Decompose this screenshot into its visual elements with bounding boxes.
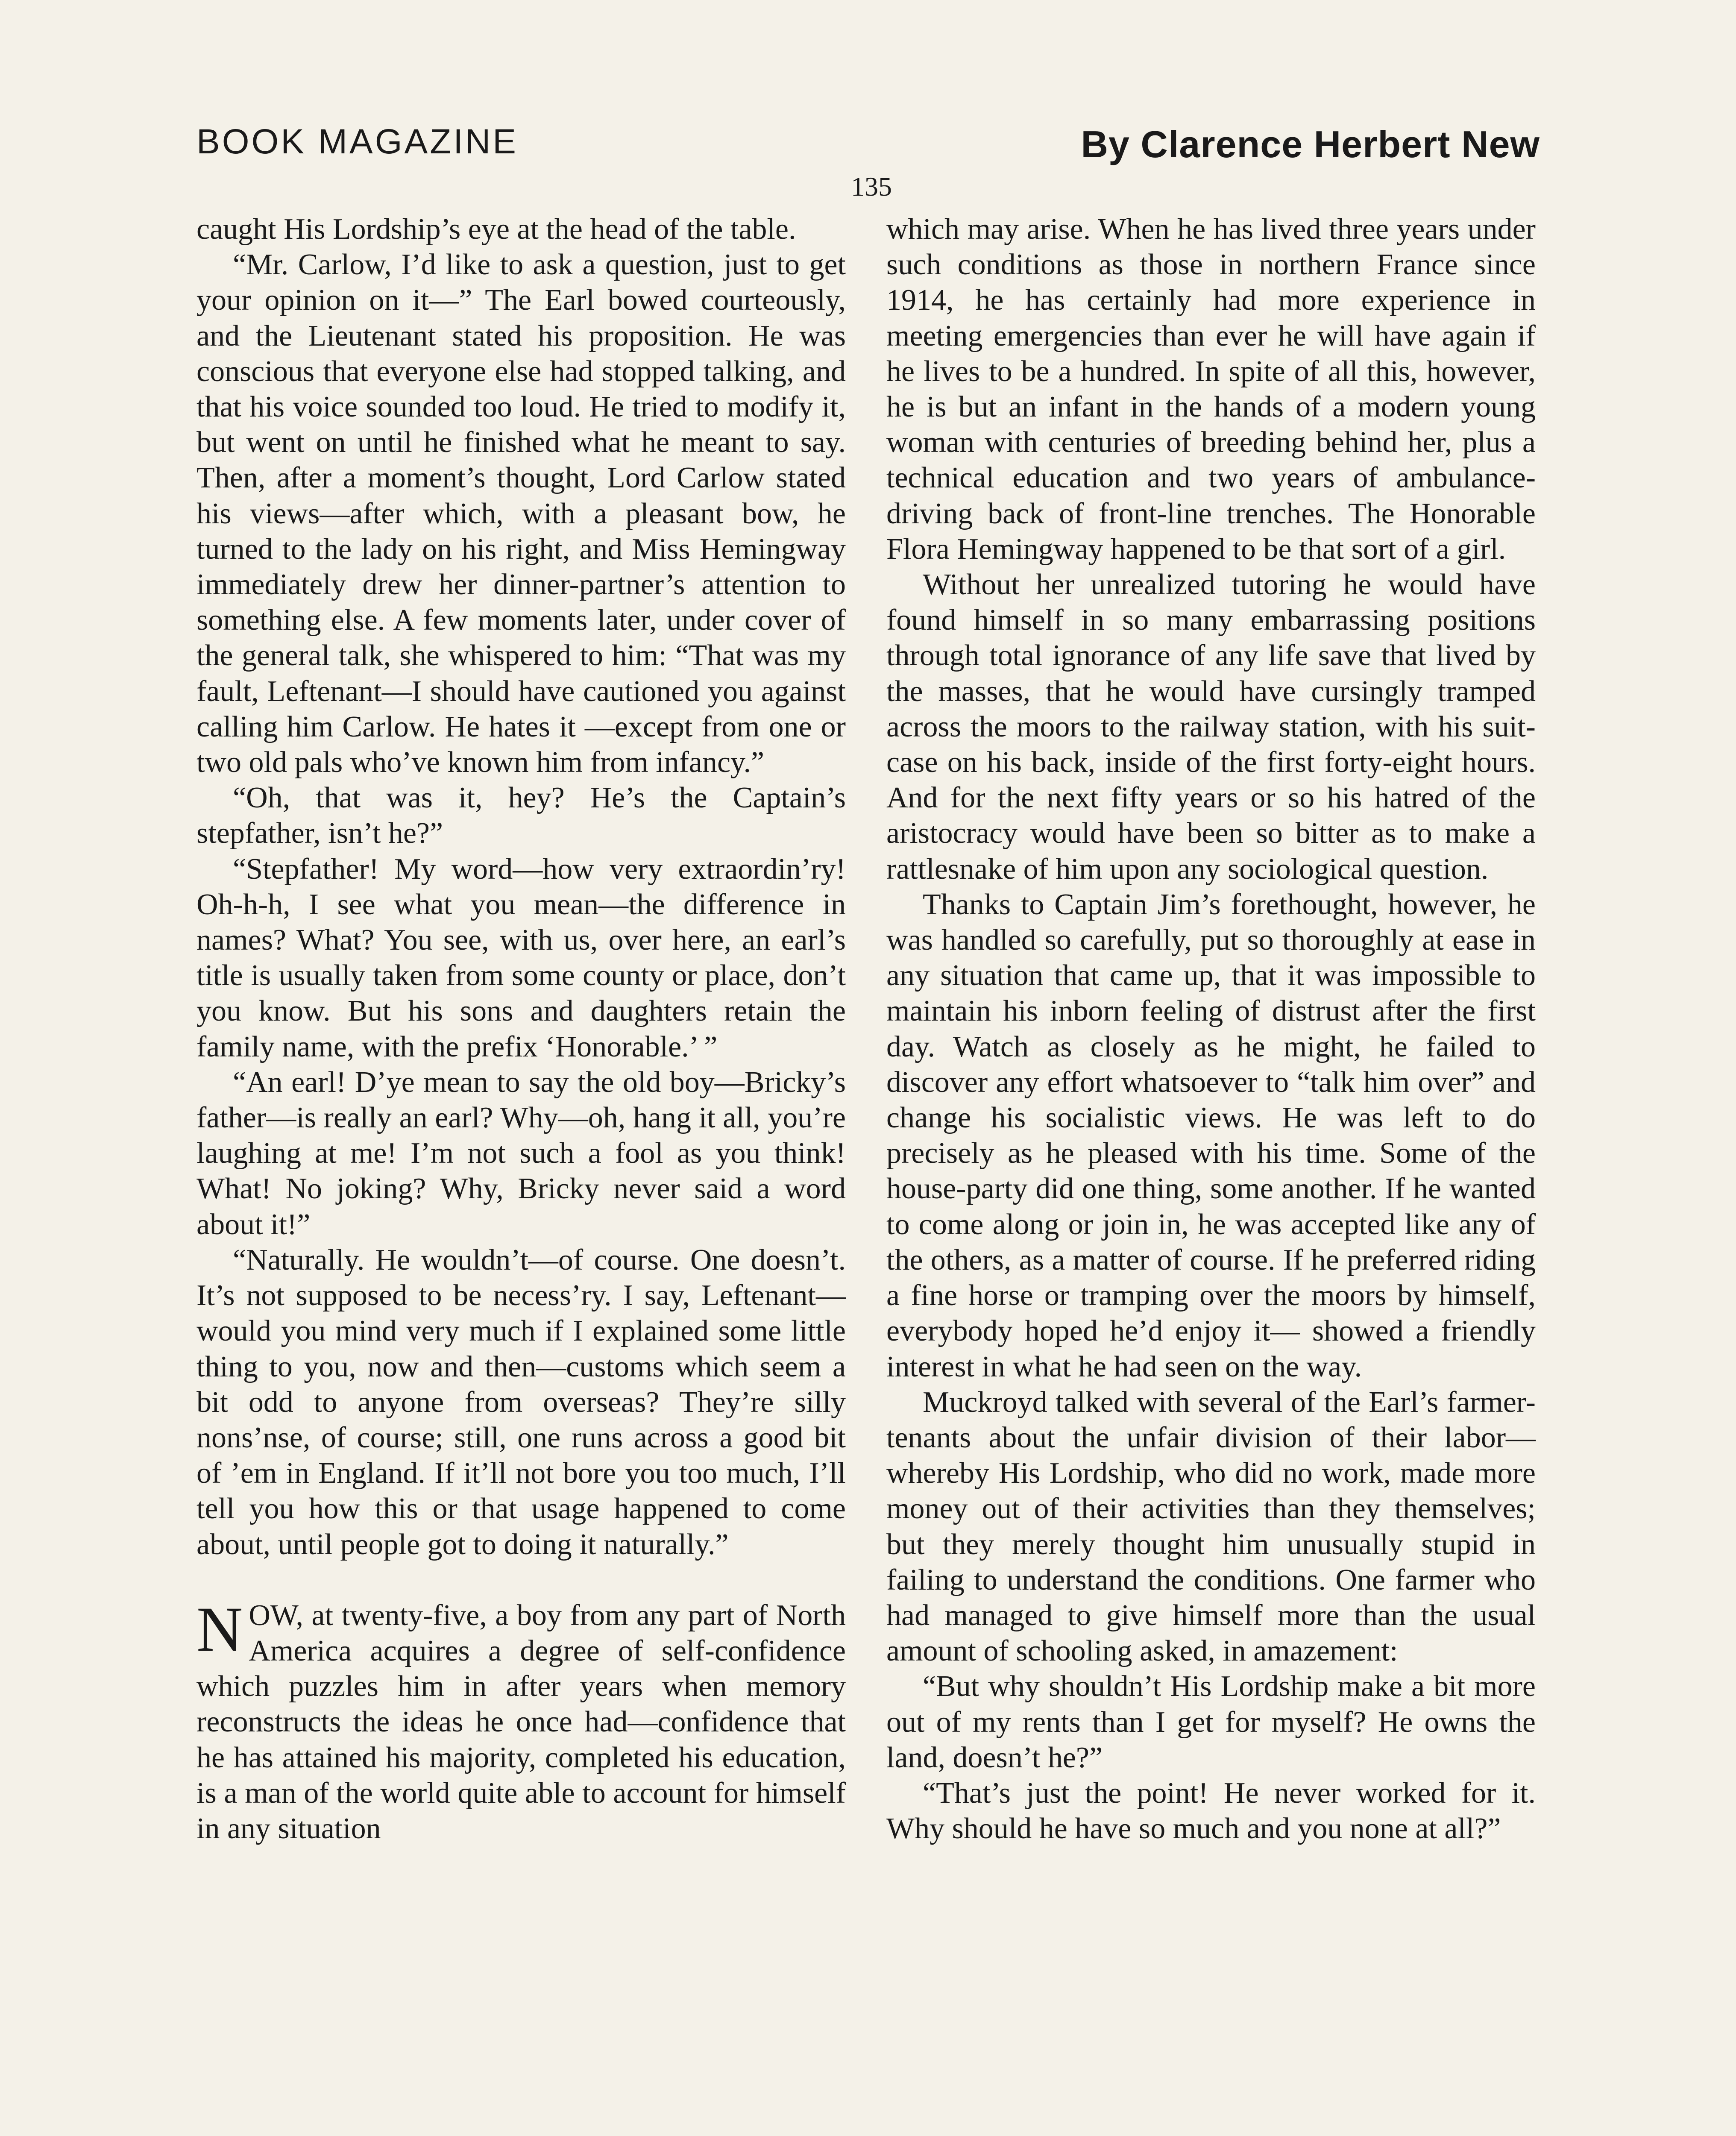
magazine-title: BOOK MAGAZINE [196,122,518,161]
byline: By Clarence Herbert New [1081,123,1540,165]
page-number: 135 [851,171,892,202]
paragraph: “Oh, that was it, hey? He’s the Captain’s stepfather, isn’t he?” [196,781,846,850]
paragraph: caught His Lordship’s eye at the head of the table. [196,213,796,246]
section-opening-text: OW, at twenty-five, a boy from any part of North America acquires a degree of self-confidence which puzzles him in after years when memory reconstructs the ideas he once had—confidence that he has attained his majority, completed his education, is a man of the world quite able to account for himself in any situation [196,1599,846,1845]
paragraph: Without her unrealized tutoring he would have found himself in so many embarrassing positions through total ignorance of any life save that lived by the masses, that he would have cursingly tramped across the moors to the railway station, with his suit-case on his back, inside of the first forty-eight hours. And for the next fifty years or so his hatred of the aristocracy would have been so bitter as to make a rattlesnake of him upon any sociological question. [886,568,1536,886]
section-opening-paragraph [196,1593,846,1846]
left-column [196,211,846,1846]
paragraph: “Naturally. He wouldn’t—of course. One doesn’t. It’s not supposed to be necess’ry. I say, Leftenant—would you mind very much if I explained some little thing to you, now and then—customs which seem a bit odd to anyone from overseas? They’re silly nons’nse, of course; still, one runs across a good bit of ’em in England. If it’ll not bore you too much, I’ll tell you how this or that usage happened to come about, until people got to doing it naturally.” [196,1243,846,1561]
paragraph: “But why shouldn’t His Lordship make a bit more out of my rents than I get for myself? He owns the land, doesn’t he?” [886,1670,1536,1774]
paragraph: which may arise. When he has lived three years under such conditions as those in northern France since 1914, he has certainly had more experience in meeting emergencies than ever he will have again if he lives to be a hundred. In spite of all this, however, he is but an infant in the hands of a modern young woman with centuries of breeding behind her, plus a technical education and two years of ambulance-driving back of front-line trenches. The Honorable Flora Hemingway happened to be that sort of a girl. [886,213,1536,566]
drop-cap: N [196,1593,243,1665]
paragraph: “Mr. Carlow, I’d like to ask a question, just to get your opinion on it—” The Earl bowed courteously, and the Lieutenant stated his proposition. He was conscious that everyone else had stopped talking, and that his voice sounded too loud. He tried to modify it, but went on until he finished what he meant to say. Then, after a moment’s thought, Lord Carlow stated his views—after which, with a pleasant bow, he turned to the lady on his right, and Miss Hemingway immediately drew her dinner-partner’s attention to something else. A few moments later, under cover of the general talk, she whispered to him: “That was my fault, Leftenant—I should have cautioned you against calling him Carlow. He hates it —except from one or two old pals who’ve known him from infancy.” [196,248,846,779]
right-column [886,211,1536,1846]
paragraph: Muckroyd talked with several of the Earl’s farmer-tenants about the unfair division of their labor—whereby His Lordship, who did no work, made more money out of their activities than they themselves; but they merely thought him unusually stupid in failing to understand the conditions. One farmer who had managed to give himself more than the usual amount of schooling asked, in amazement: [886,1385,1536,1668]
paragraph: “That’s just the point! He never worked for it. Why should he have so much and you none at all?” [886,1776,1536,1846]
running-head [196,122,1540,169]
paragraph: “An earl! D’ye mean to say the old boy—Bricky’s father—is really an earl? Why—oh, hang it all, you’re laughing at me! I’m not such a fool as you think! What! No joking? Why, Bricky never said a word about it!” [196,1065,846,1241]
paragraph: Thanks to Captain Jim’s forethought, however, he was handled so carefully, put so thoroughly at ease in any situation that came up, that it was impossible to maintain his inborn feeling of distrust after the first day. Watch as closely as he might, he failed to discover any effort whatsoever to “talk him over” and change his socialistic views. He was left to do precisely as he pleased with his time. Some of the house-party did one thing, some another. If he wanted to come along or join in, he was accepted like any of the others, as a matter of course. If he preferred riding a fine horse or tramping over the moors by himself, everybody hoped he’d enjoy it— showed a friendly interest in what he had seen on the way. [886,888,1536,1383]
paragraph: “Stepfather! My word—how very extraordin’ry! Oh-h-h, I see what you mean—the difference in names? What? You see, with us, over here, an earl’s title is usually taken from some county or place, don’t you know. But his sons and daughters retain the family name, with the prefix ‘Honorable.’ ” [196,852,846,1063]
